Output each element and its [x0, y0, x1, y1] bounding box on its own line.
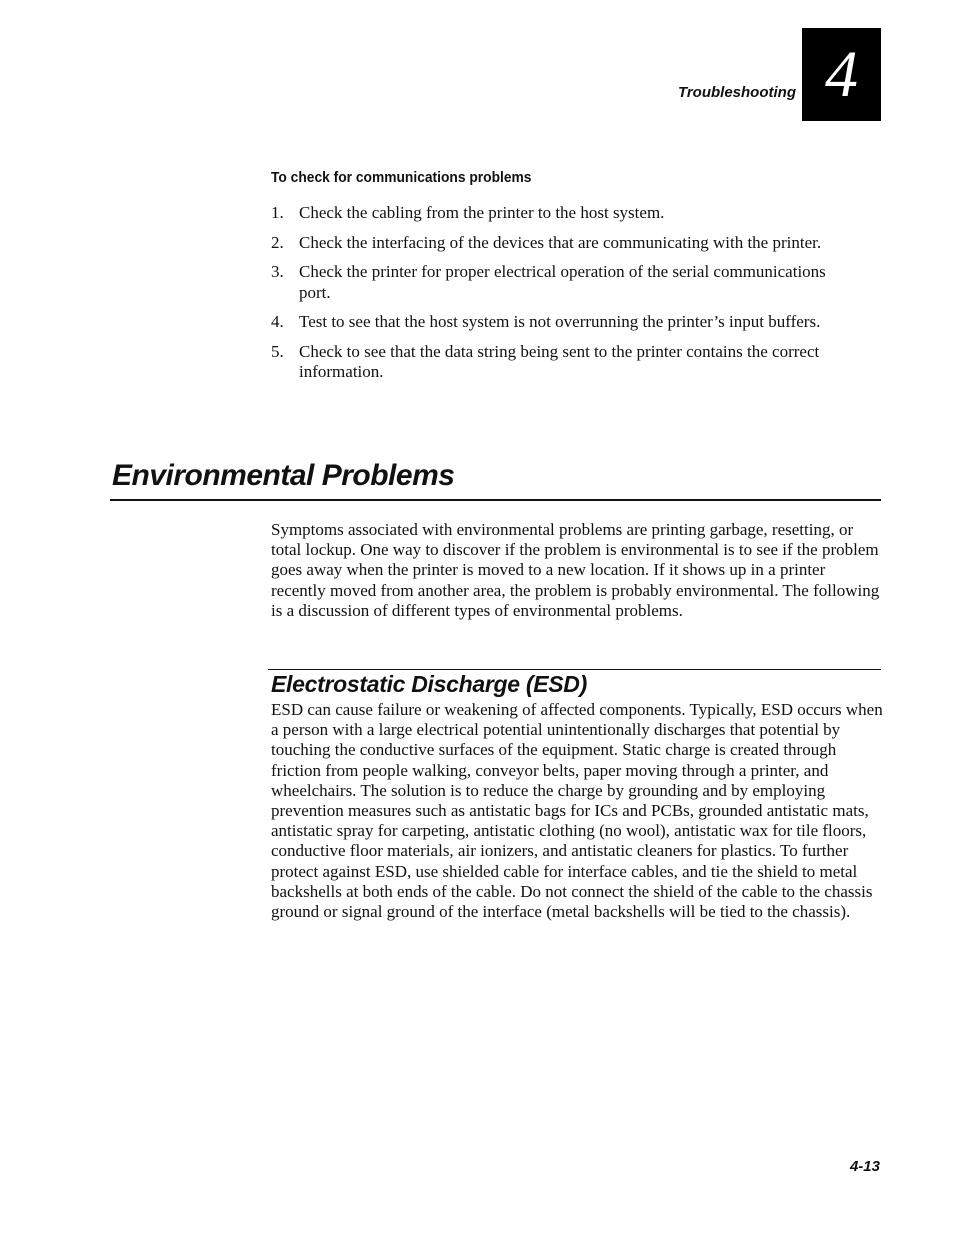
step-number: 3. [271, 262, 284, 281]
step-number: 4. [271, 312, 284, 331]
section-heading-environmental: Environmental Problems [112, 459, 455, 492]
subsection-heading-esd: Electrostatic Discharge (ESD) [271, 671, 587, 697]
environmental-paragraph: Symptoms associated with environmental problems are printing garbage, resetting, or total lockup. One way to discover if the problem is environmental is to see if the problem goes away when the printer is moved to a new location. If it shows up in a printer recently moved from another area, the problem is probably environmental. The following is a discussion of different types of environmental problems. [271, 520, 880, 620]
list-item [271, 233, 861, 254]
list-item [271, 342, 861, 383]
step-text: Check the printer for proper electrical operation of the serial communications port. [299, 262, 826, 302]
step-text: Check the cabling from the printer to the host system. [299, 203, 665, 222]
list-item [271, 312, 861, 333]
page-number: 4-13 [849, 1158, 880, 1175]
step-text: Test to see that the host system is not overrunning the printer’s input buffers. [299, 312, 821, 331]
procedure-heading: To check for communications problems [271, 169, 532, 186]
section-rule [110, 499, 881, 501]
chapter-tab [802, 28, 881, 121]
list-item [271, 203, 861, 224]
step-number: 1. [271, 203, 284, 222]
chapter-number: 4 [825, 38, 858, 111]
list-item [271, 262, 861, 303]
step-text: Check the interfacing of the devices that are communicating with the printer. [299, 232, 822, 252]
step-number: 5. [271, 341, 284, 361]
esd-paragraph: ESD can cause failure or weakening of affected components. Typically, ESD occurs when a person with a large electrical potential unintentionally discharges that potential by touching the conductive surfaces of the equipment. Static charge is created through friction from people walking, conveyor belts, paper moving through a printer, and wheelchairs. The solution is to reduce the charge by grounding and by employing prevention measures such as antistatic bags for ICs and PCBs, grounded antistatic mats, antistatic spray for carpeting, antistatic clothing (no wool), antistatic wax for tile floors, conductive floor materials, air ionizers, and antistatic cleaners for plastics. To further protect against ESD, use shielded cable for interface cables, and tie the shield to metal backshells at both ends of the cable. Do not connect the shield of the cable to the chassis ground or signal ground of the interface (metal backshells will be tied to the chassis). [271, 700, 883, 922]
step-number: 2. [271, 232, 284, 252]
subsection-rule [268, 669, 881, 670]
step-text: Check to see that the data string being sent to the printer contains the correct information. [299, 341, 820, 381]
running-head: Troubleshooting [677, 84, 796, 101]
procedure-steps [271, 203, 861, 392]
